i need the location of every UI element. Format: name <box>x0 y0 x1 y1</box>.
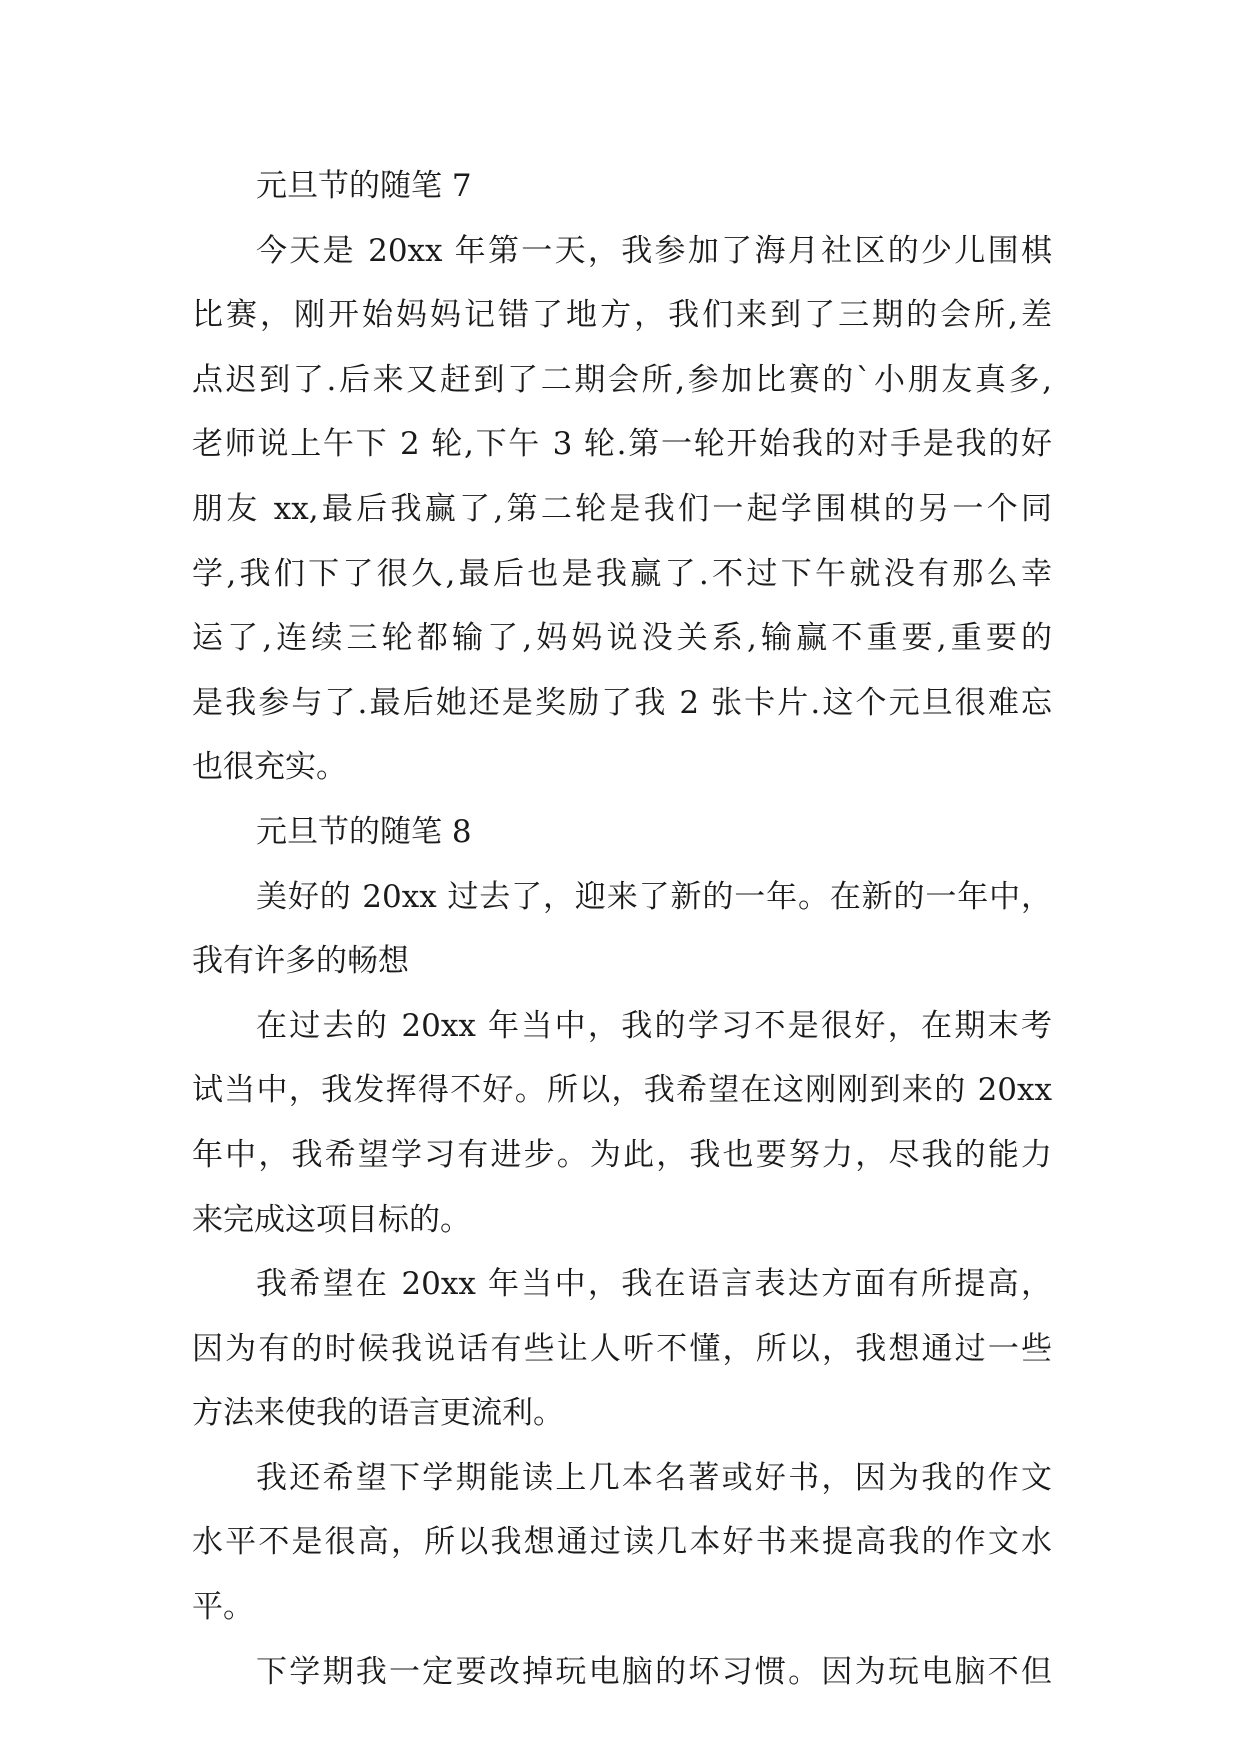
text-line: 是我参与了.最后她还是奖励了我 2 张卡片.这个元旦很难忘 <box>192 684 1052 721</box>
text-line: 我有许多的畅想 <box>192 943 409 980</box>
text-line: 平。 <box>192 1589 254 1626</box>
document-body <box>192 154 1052 1704</box>
text-line: 点迟到了.后来又赶到了二期会所,参加比赛的`小朋友真多, <box>192 361 1052 398</box>
text-line: 来完成这项目标的。 <box>192 1201 471 1238</box>
text-line: 年中，我希望学习有进步。为此，我也要努力，尽我的能力 <box>192 1136 1052 1173</box>
text-line: 因为有的时候我说话有些让人听不懂，所以，我想通过一些 <box>192 1330 1052 1367</box>
section-heading-8: 元旦节的随笔 8 <box>256 813 472 850</box>
text-line: 也很充实。 <box>192 749 347 786</box>
text-line: 方法来使我的语言更流利。 <box>192 1395 564 1432</box>
text-line: 在过去的 20xx 年当中，我的学习不是很好，在期末考 <box>256 1007 1052 1044</box>
text-line: 我还希望下学期能读上几本名著或好书，因为我的作文 <box>256 1459 1052 1496</box>
text-line: 学,我们下了很久,最后也是我赢了.不过下午就没有那么幸 <box>192 555 1052 592</box>
section-heading-7: 元旦节的随笔 7 <box>256 168 472 204</box>
text-line: 老师说上午下 2 轮,下午 3 轮.第一轮开始我的对手是我的好 <box>192 426 1052 463</box>
text-line: 美好的 20xx 过去了，迎来了新的一年。在新的一年中， <box>256 878 1052 915</box>
text-line: 比赛，刚开始妈妈记错了地方，我们来到了三期的会所,差 <box>192 297 1052 334</box>
text-line: 水平不是很高，所以我想通过读几本好书来提高我的作文水 <box>192 1524 1052 1561</box>
text-line: 下学期我一定要改掉玩电脑的坏习惯。因为玩电脑不但 <box>256 1653 1052 1690</box>
text-line: 运了,连续三轮都输了,妈妈说没关系,输赢不重要,重要的 <box>192 620 1052 657</box>
text-line: 我希望在 20xx 年当中，我在语言表达方面有所提高， <box>256 1266 1052 1303</box>
text-line: 今天是 20xx 年第一天，我参加了海月社区的少儿围棋 <box>256 232 1052 269</box>
text-line: 试当中，我发挥得不好。所以，我希望在这刚刚到来的 20xx <box>192 1072 1052 1109</box>
text-line: 朋友 xx,最后我赢了,第二轮是我们一起学围棋的另一个同 <box>192 490 1052 527</box>
